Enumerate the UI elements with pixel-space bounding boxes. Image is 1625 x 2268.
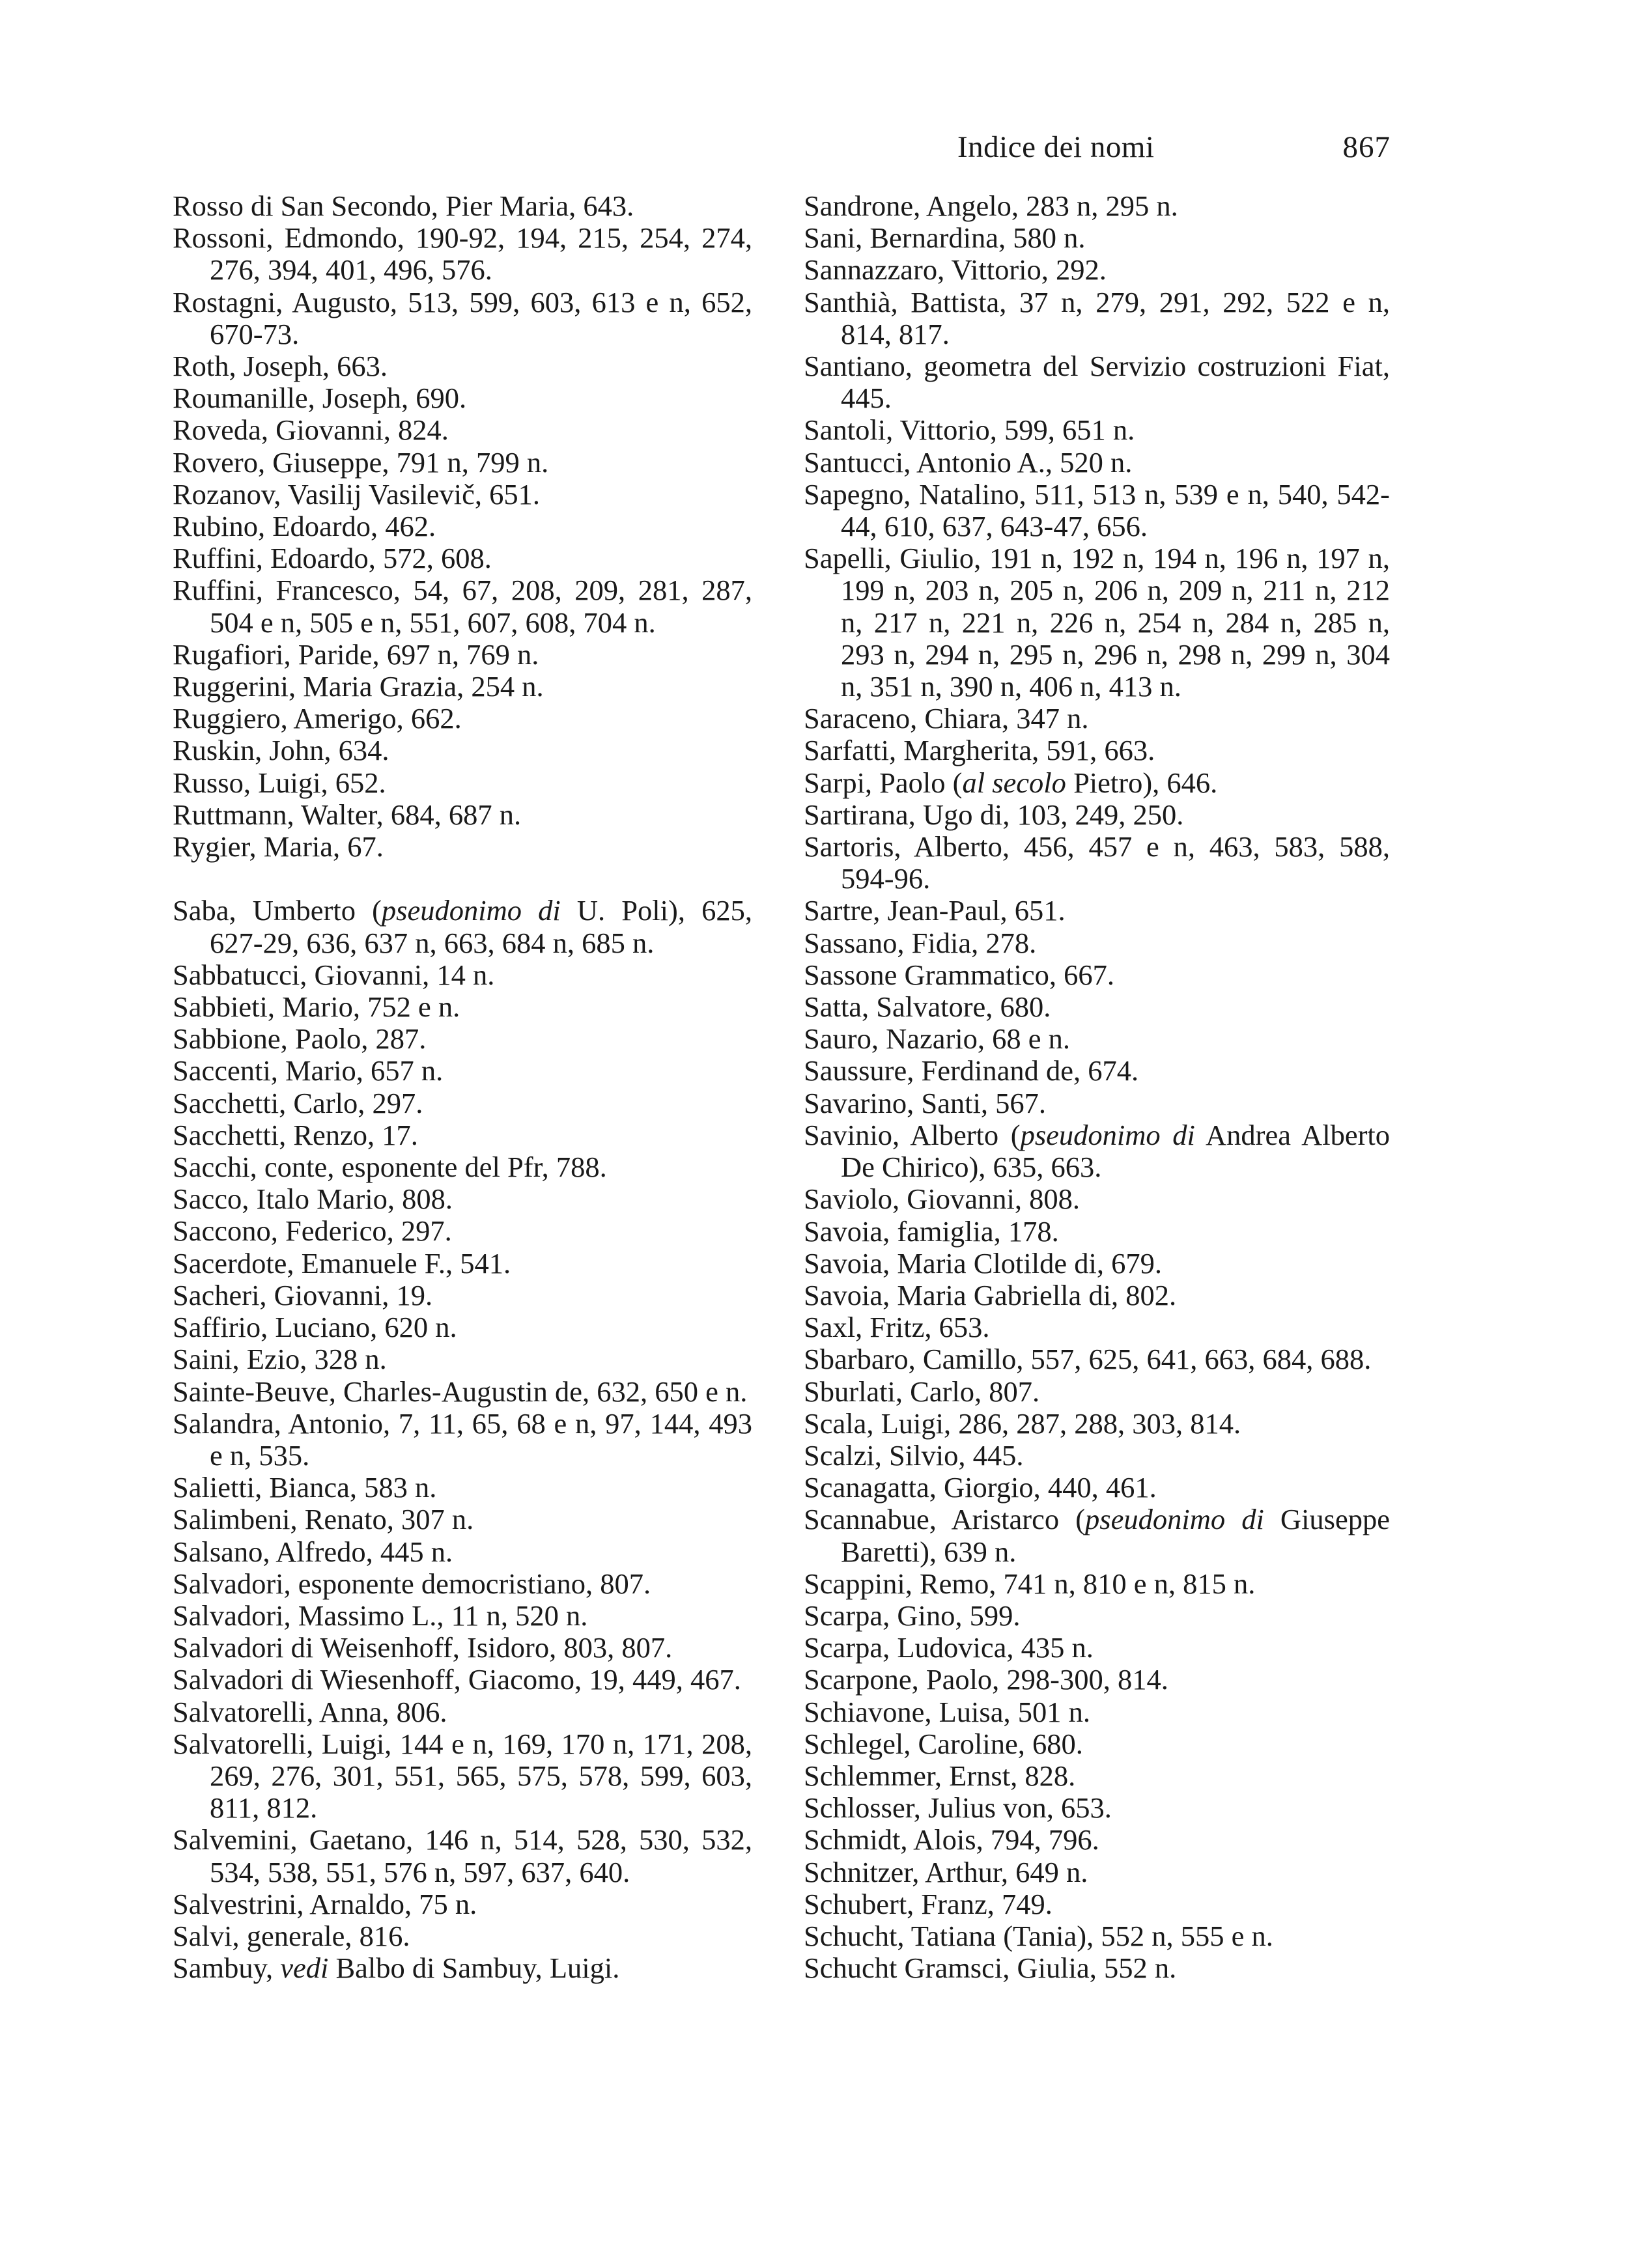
index-entry: Russo, Luigi, 652. xyxy=(173,766,386,799)
index-entry: Sbarbaro, Camillo, 557, 625, 641, 663, 684, 688. xyxy=(804,1343,1372,1376)
index-entry: Ruffini, Edoardo, 572, 608. xyxy=(173,542,492,575)
index-entry: Sauro, Nazario, 68 e n. xyxy=(804,1022,1071,1056)
index-entry: Schlosser, Julius von, 653. xyxy=(804,1791,1112,1825)
index-entry: Santoli, Vittorio, 599, 651 n. xyxy=(804,413,1135,447)
index-entry: Sburlati, Carlo, 807. xyxy=(804,1375,1040,1408)
entry-italic-text: pseudonimo di xyxy=(1085,1503,1264,1536)
index-entry: Rygier, Maria, 67. xyxy=(173,830,384,863)
index-entry: Sartirana, Ugo di, 103, 249, 250. xyxy=(804,798,1184,831)
entry-italic-text: vedi xyxy=(280,1952,329,1985)
index-entry: Sartoris, Alberto, 456, 457 e n, 463, 583, 588, 594-96. xyxy=(804,830,1390,895)
index-entry: Sainte-Beuve, Charles-Augustin de, 632, 650 e n. xyxy=(173,1375,748,1408)
index-entry: Schlemmer, Ernst, 828. xyxy=(804,1759,1076,1792)
index-entry: Scanagatta, Giorgio, 440, 461. xyxy=(804,1471,1157,1504)
index-entry: Salvemini, Gaetano, 146 n, 514, 528, 530, 532, 534, 538, 551, 576 n, 597, 637, 640. xyxy=(173,1823,752,1888)
index-entry: Saccono, Federico, 297. xyxy=(173,1214,452,1248)
index-entry: Salsano, Alfredo, 445 n. xyxy=(173,1535,453,1568)
entry-text: Sarpi, Paolo ( xyxy=(804,766,963,799)
index-entry: Saraceno, Chiara, 347 n. xyxy=(804,702,1089,735)
entry-text: Giuseppe Baretti), 639 n. xyxy=(841,1503,1390,1568)
index-entry: Scarpone, Paolo, 298-300, 814. xyxy=(804,1663,1168,1696)
index-entry: Salvadori di Wiesenhoff, Giacomo, 19, 449, 467. xyxy=(173,1663,741,1696)
entry-text: Savinio, Alberto ( xyxy=(804,1118,1021,1151)
index-entry: Rosso di San Secondo, Pier Maria, 643. xyxy=(173,189,634,222)
index-entry: Salvatorelli, Anna, 806. xyxy=(173,1695,447,1728)
index-entry xyxy=(804,1119,1390,1183)
index-entry: Scarpa, Gino, 599. xyxy=(804,1599,1021,1632)
index-entry: Savoia, famiglia, 178. xyxy=(804,1214,1059,1248)
index-entry: Satta, Salvatore, 680. xyxy=(804,990,1051,1024)
index-entry: Salvi, generale, 816. xyxy=(173,1919,410,1952)
running-header xyxy=(782,121,1391,173)
index-entry: Schucht Gramsci, Giulia, 552 n. xyxy=(804,1952,1177,1985)
index-entry: Rozanov, Vasilij Vasilevič, 651. xyxy=(173,477,541,511)
index-entry: Ruggerini, Maria Grazia, 254 n. xyxy=(173,670,544,703)
index-entry: Rovero, Giuseppe, 791 n, 799 n. xyxy=(173,445,549,479)
index-entry: Santhià, Battista, 37 n, 279, 291, 292, 522 e n, 814, 817. xyxy=(804,285,1390,350)
entry-text: Saba, Umberto ( xyxy=(173,894,382,927)
index-entry: Roth, Joseph, 663. xyxy=(173,350,388,383)
index-entry: Schucht, Tatiana (Tania), 552 n, 555 e n. xyxy=(804,1919,1273,1952)
entry-text: Pietro), 646. xyxy=(1066,766,1218,799)
index-entry: Sandrone, Angelo, 283 n, 295 n. xyxy=(804,189,1178,222)
index-entry: Schiavone, Luisa, 501 n. xyxy=(804,1695,1090,1728)
running-title: Indice dei nomi xyxy=(957,130,1155,164)
entry-text: Scannabue, Aristarco ( xyxy=(804,1503,1086,1536)
index-entry: Salvadori, Massimo L., 11 n, 520 n. xyxy=(173,1599,588,1632)
index-entry: Schubert, Franz, 749. xyxy=(804,1887,1053,1920)
index-entry: Salvatorelli, Luigi, 144 e n, 169, 170 n, 171, 208, 269, 276, 301, 551, 565, 575, 578, 599, 603, 811, 812. xyxy=(173,1727,752,1825)
entry-text: Balbo di Sambuy, Luigi. xyxy=(328,1952,620,1985)
index-entry: Sabbione, Paolo, 287. xyxy=(173,1022,427,1056)
index-entry: Rostagni, Augusto, 513, 599, 603, 613 e n, 652, 670-73. xyxy=(173,285,752,350)
index-entry: Saussure, Ferdinand de, 674. xyxy=(804,1054,1139,1087)
index-entry xyxy=(173,895,752,959)
index-entry: Salvestrini, Arnaldo, 75 n. xyxy=(173,1887,477,1920)
index-entry: Sacchetti, Carlo, 297. xyxy=(173,1086,423,1119)
index-entry: Salvadori di Weisenhoff, Isidoro, 803, 807. xyxy=(173,1631,673,1664)
index-entry: Rubino, Edoardo, 462. xyxy=(173,510,436,543)
index-entry: Sassone Grammatico, 667. xyxy=(804,958,1115,991)
index-entry: Savarino, Santi, 567. xyxy=(804,1086,1047,1119)
index-entry: Salietti, Bianca, 583 n. xyxy=(173,1471,437,1504)
index-entry: Ruffini, Francesco, 54, 67, 208, 209, 281, 287, 504 e n, 505 e n, 551, 607, 608, 704 n. xyxy=(173,574,752,639)
index-entry: Sacchetti, Renzo, 17. xyxy=(173,1118,418,1151)
index-entry: Salimbeni, Renato, 307 n. xyxy=(173,1503,474,1536)
index-entry: Roumanille, Joseph, 690. xyxy=(173,382,467,415)
index-entry xyxy=(804,767,1390,799)
entry-italic-text: pseudonimo di xyxy=(381,894,561,927)
index-entry: Rossoni, Edmondo, 190-92, 194, 215, 254, 274, 276, 394, 401, 496, 576. xyxy=(173,221,752,287)
index-entry: Scappini, Remo, 741 n, 810 e n, 815 n. xyxy=(804,1567,1256,1600)
index-entry: Sani, Bernardina, 580 n. xyxy=(804,221,1086,255)
index-entry: Savoia, Maria Clotilde di, 679. xyxy=(804,1246,1162,1280)
index-column-left xyxy=(173,190,752,1984)
index-entry: Sarfatti, Margherita, 591, 663. xyxy=(804,734,1155,767)
index-entry: Scarpa, Ludovica, 435 n. xyxy=(804,1631,1094,1664)
index-entry xyxy=(804,1504,1390,1567)
index-entry: Sapelli, Giulio, 191 n, 192 n, 194 n, 196 n, 197 n, 199 n, 203 n, 205 n, 206 n, 209 n, 211 n, 212 n, 217 n, 221 n, 226 n, 254 n, 284 n, 285 n, 293 n, 294 n, 295 n, 296 n, 298 n, 299 n, 304 n, 351 n, 390 n, 406 n, 413 n. xyxy=(804,542,1390,703)
index-entry: Ruskin, John, 634. xyxy=(173,734,389,767)
index-entry: Sassano, Fidia, 278. xyxy=(804,926,1037,959)
index-entry: Sacerdote, Emanuele F., 541. xyxy=(173,1246,511,1280)
index-entry: Saffirio, Luciano, 620 n. xyxy=(173,1311,457,1344)
index-entry: Salandra, Antonio, 7, 11, 65, 68 e n, 97, 144, 493 e n, 535. xyxy=(173,1407,752,1472)
index-entry: Saini, Ezio, 328 n. xyxy=(173,1343,387,1376)
index-entry: Rugafiori, Paride, 697 n, 769 n. xyxy=(173,637,539,671)
index-entry: Schnitzer, Arthur, 649 n. xyxy=(804,1855,1088,1888)
index-entry: Sannazzaro, Vittorio, 292. xyxy=(804,253,1107,287)
letter-section-gap xyxy=(173,863,752,895)
index-entry: Sacheri, Giovanni, 19. xyxy=(173,1278,433,1311)
entry-text: U. Poli), 625, 627-29, 636, 637 n, 663, 684 n, 685 n. xyxy=(210,894,752,959)
entry-text: Sambuy, xyxy=(173,1952,281,1985)
index-entry: Saccenti, Mario, 657 n. xyxy=(173,1054,444,1087)
index-entry: Sartre, Jean-Paul, 651. xyxy=(804,894,1066,927)
index-entry: Schlegel, Caroline, 680. xyxy=(804,1727,1083,1760)
index-entry: Scala, Luigi, 286, 287, 288, 303, 814. xyxy=(804,1407,1241,1440)
index-entry: Santucci, Antonio A., 520 n. xyxy=(804,445,1133,479)
index-entry: Scalzi, Silvio, 445. xyxy=(804,1438,1024,1472)
index-entry: Salvadori, esponente democristiano, 807. xyxy=(173,1567,651,1600)
index-entry: Sabbieti, Mario, 752 e n. xyxy=(173,990,460,1024)
index-entry: Sabbatucci, Giovanni, 14 n. xyxy=(173,958,495,991)
index-entry: Ruttmann, Walter, 684, 687 n. xyxy=(173,798,522,831)
index-entry: Saviolo, Giovanni, 808. xyxy=(804,1183,1080,1216)
index-entry: Ruggiero, Amerigo, 662. xyxy=(173,702,462,735)
entry-italic-text: pseudonimo di xyxy=(1020,1118,1195,1151)
index-entry: Sacco, Italo Mario, 808. xyxy=(173,1183,453,1216)
page-number: 867 xyxy=(1342,130,1391,164)
index-entry: Schmidt, Alois, 794, 796. xyxy=(804,1823,1099,1856)
index-entry: Santiano, geometra del Servizio costruzioni Fiat, 445. xyxy=(804,350,1390,415)
index-entry: Saxl, Fritz, 653. xyxy=(804,1311,990,1344)
index-entry: Savoia, Maria Gabriella di, 802. xyxy=(804,1278,1177,1311)
index-column-right xyxy=(804,190,1390,1984)
index-entry: Sacchi, conte, esponente del Pfr, 788. xyxy=(173,1151,607,1184)
index-entry xyxy=(173,1952,752,1984)
entry-italic-text: al secolo xyxy=(962,766,1066,799)
index-entry: Sapegno, Natalino, 511, 513 n, 539 e n, 540, 542-44, 610, 637, 643-47, 656. xyxy=(804,477,1390,543)
index-entry: Roveda, Giovanni, 824. xyxy=(173,413,449,447)
entry-text: Andrea Alberto De Chirico), 635, 663. xyxy=(841,1118,1391,1184)
